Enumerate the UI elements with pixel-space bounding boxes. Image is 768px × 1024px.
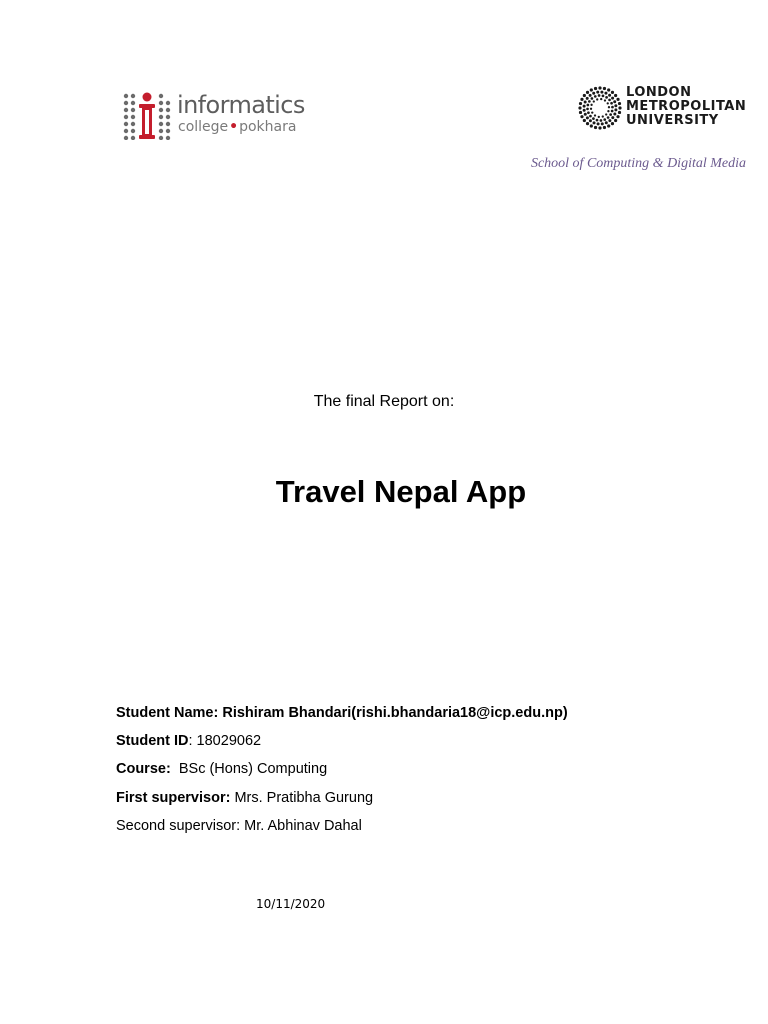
lmu-burst-dot — [608, 94, 611, 97]
lmu-burst-dot — [613, 100, 616, 103]
lmu-burst-dot — [601, 122, 604, 125]
lmu-burst-dot — [583, 94, 586, 97]
lmu-burst-dot — [603, 87, 606, 90]
lmu-burst-dot — [590, 104, 592, 106]
lmu-burst-dot — [591, 111, 593, 113]
second-supervisor-row: Second supervisor: Mr. Abhinav Dahal — [116, 817, 362, 834]
lmu-burst-dot — [593, 121, 596, 124]
lmu-burst-dot — [600, 98, 602, 100]
lmu-burst-dot — [586, 91, 589, 94]
lmu-line-1: LONDON — [626, 85, 692, 100]
lmu-burst-dot — [580, 98, 583, 101]
lmu-burst-dot — [583, 105, 586, 108]
lmu-burst-dot — [596, 119, 599, 122]
lmu-burst-dot — [603, 118, 606, 121]
lmu-burst-dot — [590, 88, 593, 91]
lmu-burst-dot — [586, 97, 589, 100]
student-id-label: Student ID — [116, 733, 189, 750]
lmu-burst-dot — [603, 126, 606, 129]
lmu-burst-dot — [594, 87, 597, 90]
course-label: Course: — [116, 761, 171, 778]
lmu-burst-dot — [587, 111, 590, 114]
lmu-burst-dot — [579, 102, 582, 105]
lmu-burst-dot — [586, 116, 589, 119]
lmu-burst-dot — [587, 104, 590, 107]
lmu-burst-dot — [596, 98, 598, 100]
lmu-burst-dot — [597, 122, 600, 125]
student-name-row — [116, 703, 568, 731]
report-date: 10/11/2020 — [256, 897, 326, 911]
lmu-burst-dot — [616, 98, 619, 101]
first-supervisor-label: First supervisor: — [116, 789, 231, 806]
lmu-burst-dot — [608, 106, 610, 108]
lmu-burst-dot — [589, 119, 592, 122]
lmu-burst-dot — [607, 88, 610, 91]
lmu-burst-dot — [618, 102, 621, 105]
lmu-burst-dot — [611, 116, 614, 119]
lmu-burst-dot — [613, 112, 616, 115]
lmu-burst-dot — [614, 108, 617, 111]
course-value: BSc (Hons) Computing — [178, 761, 328, 778]
lmu-burst-dot — [598, 86, 601, 89]
lmu-burst-dot — [590, 108, 592, 110]
lmu-burst-dot — [598, 94, 601, 97]
lmu-burst-dot — [583, 119, 586, 122]
lmu-burst-dot — [608, 119, 611, 122]
lmu-burst-dot — [586, 108, 589, 111]
lmu-burst-dot — [592, 92, 595, 95]
lmu-burst-dot — [609, 113, 612, 116]
student-id-row — [116, 731, 568, 759]
lmu-burst-dot — [590, 124, 593, 127]
lmu-burst-dot — [586, 122, 589, 125]
report-title: Travel Nepal App — [275, 474, 527, 509]
lmu-burst-dot — [594, 95, 597, 98]
lmu-burst-dot — [614, 104, 617, 107]
first-supervisor-row — [116, 788, 568, 816]
informatics-dot-grid-icon — [122, 92, 176, 140]
lmu-burst-dot — [611, 106, 614, 109]
student-id-value: : 18029062 — [188, 733, 262, 750]
lmu-burst-dot — [589, 115, 592, 118]
lmu-burst-dot — [588, 100, 591, 103]
lmu-burst-dot — [592, 117, 595, 120]
lmu-burst-dot — [584, 101, 587, 104]
lmu-burst-dot — [614, 119, 617, 122]
lmu-line-2: METROPOLITAN — [626, 99, 747, 114]
lmu-burst-dot — [607, 124, 610, 127]
lmu-burst-dot — [598, 116, 600, 118]
lmu-starburst-icon — [578, 86, 622, 130]
lmu-burst-dot — [607, 116, 610, 119]
lmu-burst-dot — [580, 115, 583, 118]
lmu-burst-dot — [611, 97, 614, 100]
lmu-burst-dot — [605, 96, 608, 99]
school-name: School of Computing & Digital Media — [530, 156, 746, 171]
lmu-burst-dot — [598, 126, 601, 129]
lmu-burst-dot — [600, 91, 603, 94]
student-name-label: Student Name: — [116, 705, 219, 721]
lmu-wordmark — [626, 86, 746, 128]
lmu-burst-dot — [608, 99, 611, 102]
report-intro: The final Report on: — [313, 393, 455, 410]
lmu-burst-dot — [611, 91, 614, 94]
course-row — [116, 759, 568, 787]
lmu-burst-dot — [593, 100, 595, 102]
lmu-burst-dot — [610, 102, 613, 105]
lmu-burst-dot — [591, 97, 594, 100]
lmu-burst-dot — [618, 111, 621, 114]
lmu-burst-dot — [594, 126, 597, 129]
lmu-burst-dot — [614, 94, 617, 97]
lmu-burst-dot — [618, 106, 621, 109]
lmu-burst-dot — [607, 110, 609, 112]
lmu-burst-dot — [605, 113, 607, 115]
lmu-burst-dot — [611, 122, 614, 125]
college-pokhara-wordmark: college•pokhara — [178, 119, 297, 135]
student-details — [116, 703, 568, 844]
student-name-value: Rishiram Bhandari(rishi.bhandaria18@icp.edu.np) — [222, 705, 568, 721]
lmu-burst-dot — [602, 115, 604, 117]
lmu-burst-dot — [579, 111, 582, 114]
lmu-burst-dot — [607, 102, 609, 104]
lmu-burst-dot — [594, 114, 596, 116]
lmu-burst-dot — [583, 109, 586, 112]
lmu-burst-dot — [602, 95, 605, 98]
lmu-burst-dot — [611, 110, 614, 113]
lmu-line-3: UNIVERSITY — [626, 113, 719, 128]
lmu-burst-dot — [604, 99, 606, 101]
informatics-college-logo — [122, 91, 305, 142]
london-metropolitan-university-logo — [578, 86, 753, 132]
lmu-burst-dot — [578, 106, 581, 109]
lmu-burst-dot — [589, 94, 592, 97]
lmu-burst-dot — [600, 119, 603, 122]
lmu-burst-dot — [605, 121, 608, 124]
informatics-wordmark: informatics — [177, 91, 305, 119]
lmu-burst-dot — [604, 92, 607, 95]
lmu-burst-dot — [584, 113, 587, 116]
first-supervisor-value: Mrs. Pratibha Gurung — [234, 789, 374, 806]
lmu-burst-dot — [596, 91, 599, 94]
lmu-burst-dot — [616, 115, 619, 118]
